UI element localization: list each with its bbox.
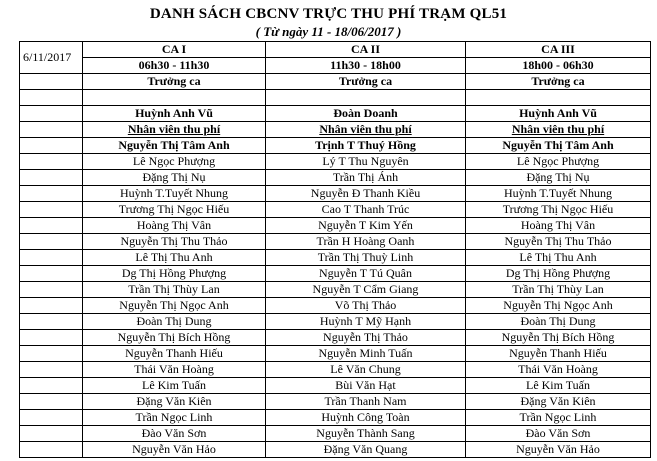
shift-time-row — [20, 58, 651, 74]
leader-name-row — [20, 106, 651, 122]
staff-row — [20, 442, 651, 458]
empty-cell — [20, 394, 83, 410]
leader-name-shift-2: Đoàn Doanh — [266, 106, 466, 122]
staff-name-shift-2: Nguyễn Thành Sang — [266, 426, 466, 442]
staff-name-shift-1: Đặng Thị Nụ — [83, 170, 266, 186]
staff-row — [20, 170, 651, 186]
leader-label: Trưởng ca — [466, 74, 651, 90]
staff-name-shift-3: Nguyễn Thanh Hiếu — [466, 346, 651, 362]
staff-row — [20, 138, 651, 154]
staff-row — [20, 378, 651, 394]
staff-name-shift-1: Hoàng Thị Vân — [83, 218, 266, 234]
leader-label: Trưởng ca — [266, 74, 466, 90]
staff-name-shift-1: Huỳnh T.Tuyết Nhung — [83, 186, 266, 202]
staff-row — [20, 234, 651, 250]
staff-name-shift-3: Thái Văn Hoàng — [466, 362, 651, 378]
staff-name-shift-3: Hoàng Thị Vân — [466, 218, 651, 234]
staff-name-shift-1: Nguyễn Thị Tâm Anh — [83, 138, 266, 154]
staff-label: Nhân viên thu phí — [466, 122, 651, 138]
shift-3-time: 18h00 - 06h30 — [466, 58, 651, 74]
staff-name-shift-1: Trần Thị Thùy Lan — [83, 282, 266, 298]
empty-cell — [20, 250, 83, 266]
empty-cell — [20, 282, 83, 298]
staff-label: Nhân viên thu phí — [266, 122, 466, 138]
empty-cell — [20, 106, 83, 122]
staff-name-shift-1: Trần Ngọc Linh — [83, 410, 266, 426]
staff-name-shift-2: Nguyễn Minh Tuấn — [266, 346, 466, 362]
empty-cell — [20, 442, 83, 458]
staff-name-shift-2: Cao T Thanh Trúc — [266, 202, 466, 218]
staff-name-shift-3: Lê Kim Tuấn — [466, 378, 651, 394]
staff-name-shift-2: Nguyễn Thị Thảo — [266, 330, 466, 346]
staff-name-shift-1: Đặng Văn Kiên — [83, 394, 266, 410]
date-range-subtitle: ( Từ ngày 11 - 18/06/2017 ) — [255, 24, 402, 39]
leader-name-shift-3: Huỳnh Anh Vũ — [466, 106, 651, 122]
staff-name-shift-2: Nguyễn T Tú Quân — [266, 266, 466, 282]
staff-row — [20, 202, 651, 218]
shift-1-name: CA I — [83, 42, 266, 58]
staff-name-shift-2: Nguyễn T Cẩm Giang — [266, 282, 466, 298]
empty-cell — [20, 330, 83, 346]
staff-name-shift-3: Đặng Thị Nụ — [466, 170, 651, 186]
staff-name-shift-2: Trần Thị Ánh — [266, 170, 466, 186]
staff-name-shift-3: Nguyễn Thị Ngọc Anh — [466, 298, 651, 314]
leader-name-shift-1: Huỳnh Anh Vũ — [83, 106, 266, 122]
staff-name-shift-2: Trần Thanh Nam — [266, 394, 466, 410]
leader-label: Trưởng ca — [83, 74, 266, 90]
empty-cell — [20, 202, 83, 218]
empty-cell — [20, 170, 83, 186]
empty-cell — [20, 138, 83, 154]
leader-label-row — [20, 74, 651, 90]
empty-cell — [266, 90, 466, 106]
empty-cell — [20, 378, 83, 394]
staff-row — [20, 218, 651, 234]
empty-cell — [20, 346, 83, 362]
roster-date: 6/11/2017 — [20, 42, 83, 74]
staff-row — [20, 282, 651, 298]
staff-name-shift-1: Lê Ngọc Phượng — [83, 154, 266, 170]
staff-name-shift-1: Nguyễn Thị Ngọc Anh — [83, 298, 266, 314]
staff-row — [20, 426, 651, 442]
staff-name-shift-2: Võ Thị Thảo — [266, 298, 466, 314]
shift-2-name: CA II — [266, 42, 466, 58]
empty-cell — [20, 90, 83, 106]
shift-3-name: CA III — [466, 42, 651, 58]
empty-cell — [20, 298, 83, 314]
staff-name-shift-1: Dg Thị Hồng Phượng — [83, 266, 266, 282]
empty-cell — [20, 74, 83, 90]
staff-name-shift-2: Nguyễn Đ Thanh Kiều — [266, 186, 466, 202]
staff-name-shift-3: Trần Thị Thùy Lan — [466, 282, 651, 298]
staff-name-shift-1: Nguyễn Thanh Hiếu — [83, 346, 266, 362]
staff-name-shift-2: Huỳnh Công Toàn — [266, 410, 466, 426]
staff-name-shift-2: Bùi Văn Hạt — [266, 378, 466, 394]
staff-name-shift-2: Trần H Hoàng Oanh — [266, 234, 466, 250]
staff-name-shift-3: Lê Thị Thu Anh — [466, 250, 651, 266]
shift-roster-table — [19, 41, 651, 458]
staff-name-shift-3: Đào Văn Sơn — [466, 426, 651, 442]
staff-name-shift-3: Lê Ngọc Phượng — [466, 154, 651, 170]
staff-name-shift-1: Nguyễn Thị Bích Hồng — [83, 330, 266, 346]
staff-row — [20, 298, 651, 314]
staff-name-shift-3: Nguyễn Thị Tâm Anh — [466, 138, 651, 154]
staff-row — [20, 346, 651, 362]
staff-name-shift-2: Trịnh T Thuý Hồng — [266, 138, 466, 154]
staff-name-shift-3: Nguyễn Thị Bích Hồng — [466, 330, 651, 346]
empty-cell — [83, 90, 266, 106]
staff-name-shift-1: Lê Kim Tuấn — [83, 378, 266, 394]
staff-name-shift-3: Nguyễn Văn Hảo — [466, 442, 651, 458]
staff-row — [20, 250, 651, 266]
staff-name-shift-1: Nguyễn Văn Hảo — [83, 442, 266, 458]
page-title: DANH SÁCH CBCNV TRỰC THU PHÍ TRẠM QL51 — [149, 6, 508, 22]
spacer-row — [20, 90, 651, 106]
staff-label-row — [20, 122, 651, 138]
empty-cell — [20, 410, 83, 426]
shift-1-time: 06h30 - 11h30 — [83, 58, 266, 74]
staff-name-shift-3: Nguyễn Thị Thu Thảo — [466, 234, 651, 250]
staff-name-shift-2: Nguyễn T Kim Yến — [266, 218, 466, 234]
staff-name-shift-2: Lý T Thu Nguyên — [266, 154, 466, 170]
empty-cell — [20, 426, 83, 442]
staff-row — [20, 154, 651, 170]
staff-name-shift-3: Huỳnh T.Tuyết Nhung — [466, 186, 651, 202]
empty-cell — [20, 154, 83, 170]
empty-cell — [466, 90, 651, 106]
staff-name-shift-1: Trương Thị Ngọc Hiếu — [83, 202, 266, 218]
staff-label: Nhân viên thu phí — [83, 122, 266, 138]
empty-cell — [20, 186, 83, 202]
staff-name-shift-3: Đoàn Thị Dung — [466, 314, 651, 330]
staff-row — [20, 314, 651, 330]
staff-name-shift-1: Lê Thị Thu Anh — [83, 250, 266, 266]
staff-name-shift-3: Trương Thị Ngọc Hiếu — [466, 202, 651, 218]
staff-name-shift-2: Huỳnh T Mỹ Hạnh — [266, 314, 466, 330]
staff-name-shift-2: Trần Thị Thuỳ Linh — [266, 250, 466, 266]
shift-name-row — [20, 42, 651, 58]
empty-cell — [20, 234, 83, 250]
staff-name-shift-3: Đặng Văn Kiên — [466, 394, 651, 410]
staff-row — [20, 362, 651, 378]
empty-cell — [20, 362, 83, 378]
staff-name-shift-3: Dg Thị Hồng Phượng — [466, 266, 651, 282]
empty-cell — [20, 314, 83, 330]
staff-row — [20, 186, 651, 202]
staff-name-shift-1: Đào Văn Sơn — [83, 426, 266, 442]
staff-name-shift-1: Thái Văn Hoàng — [83, 362, 266, 378]
staff-name-shift-3: Trần Ngọc Linh — [466, 410, 651, 426]
staff-row — [20, 410, 651, 426]
shift-2-time: 11h30 - 18h00 — [266, 58, 466, 74]
empty-cell — [20, 122, 83, 138]
staff-name-shift-2: Đặng Văn Quang — [266, 442, 466, 458]
empty-cell — [20, 218, 83, 234]
staff-row — [20, 266, 651, 282]
staff-name-shift-1: Đoàn Thị Dung — [83, 314, 266, 330]
staff-name-shift-1: Nguyễn Thị Thu Thảo — [83, 234, 266, 250]
empty-cell — [20, 266, 83, 282]
staff-row — [20, 394, 651, 410]
staff-name-shift-2: Lê Văn Chung — [266, 362, 466, 378]
staff-row — [20, 330, 651, 346]
